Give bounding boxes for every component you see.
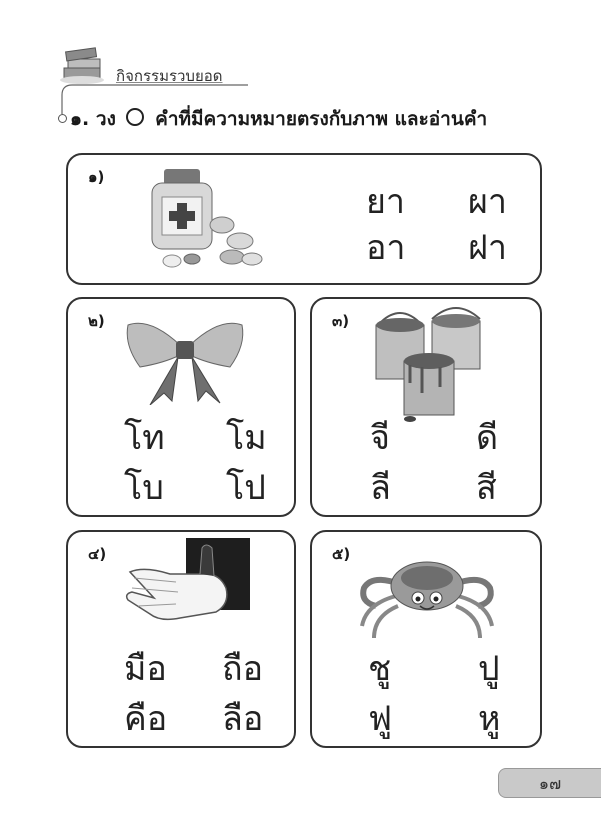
bullet-circle-icon [58, 114, 67, 123]
card-number: ๓) [332, 312, 350, 330]
card-number: ๕) [332, 545, 351, 563]
ribbon-bow-icon [120, 315, 250, 405]
word-option[interactable]: โม [226, 418, 267, 458]
word-option[interactable]: ลี [370, 468, 391, 508]
section-title: กิจกรรมรวบยอด [116, 67, 223, 85]
card-number: ๑) [88, 168, 105, 186]
card-2 [66, 297, 296, 517]
word-option[interactable]: โป [226, 468, 266, 508]
word-option[interactable]: จี [370, 418, 390, 458]
word-option[interactable]: ดี [476, 418, 499, 458]
word-option[interactable]: ฝา [468, 228, 508, 268]
circle-icon [126, 108, 144, 126]
card-1 [66, 153, 542, 285]
word-option[interactable]: ฟู [368, 699, 393, 739]
word-option[interactable]: หู [478, 699, 501, 739]
instruction-pre: วง [95, 108, 116, 130]
instruction-number: ๑. [70, 108, 90, 130]
word-option[interactable]: ยา [366, 182, 406, 222]
card-5 [310, 530, 542, 748]
word-option[interactable]: ชู [368, 649, 392, 689]
card-4 [66, 530, 296, 748]
paint-buckets-icon [370, 303, 490, 423]
card-number: ๔) [88, 545, 107, 563]
word-option[interactable]: มือ [124, 649, 167, 689]
word-option[interactable]: สี [476, 468, 497, 508]
word-option[interactable]: โบ [124, 468, 164, 508]
word-option[interactable]: คือ [124, 699, 168, 739]
word-option[interactable]: ลือ [222, 699, 264, 739]
word-option[interactable]: ผา [468, 182, 508, 222]
word-option[interactable]: อา [366, 228, 406, 268]
books-icon [60, 44, 106, 84]
instruction-post: คำที่มีความหมายตรงกับภาพ และอ่านคำ [155, 108, 488, 130]
crab-icon [352, 544, 502, 644]
page-number: ๑๗ [498, 768, 601, 798]
word-option[interactable]: ปู [478, 649, 500, 689]
card-number: ๒) [88, 312, 105, 330]
instruction [58, 104, 487, 134]
word-option[interactable]: โท [124, 418, 165, 458]
hand-icon [120, 538, 250, 638]
medicine-bottle-icon [136, 163, 276, 273]
word-option[interactable]: ถือ [222, 649, 264, 689]
card-3 [310, 297, 542, 517]
